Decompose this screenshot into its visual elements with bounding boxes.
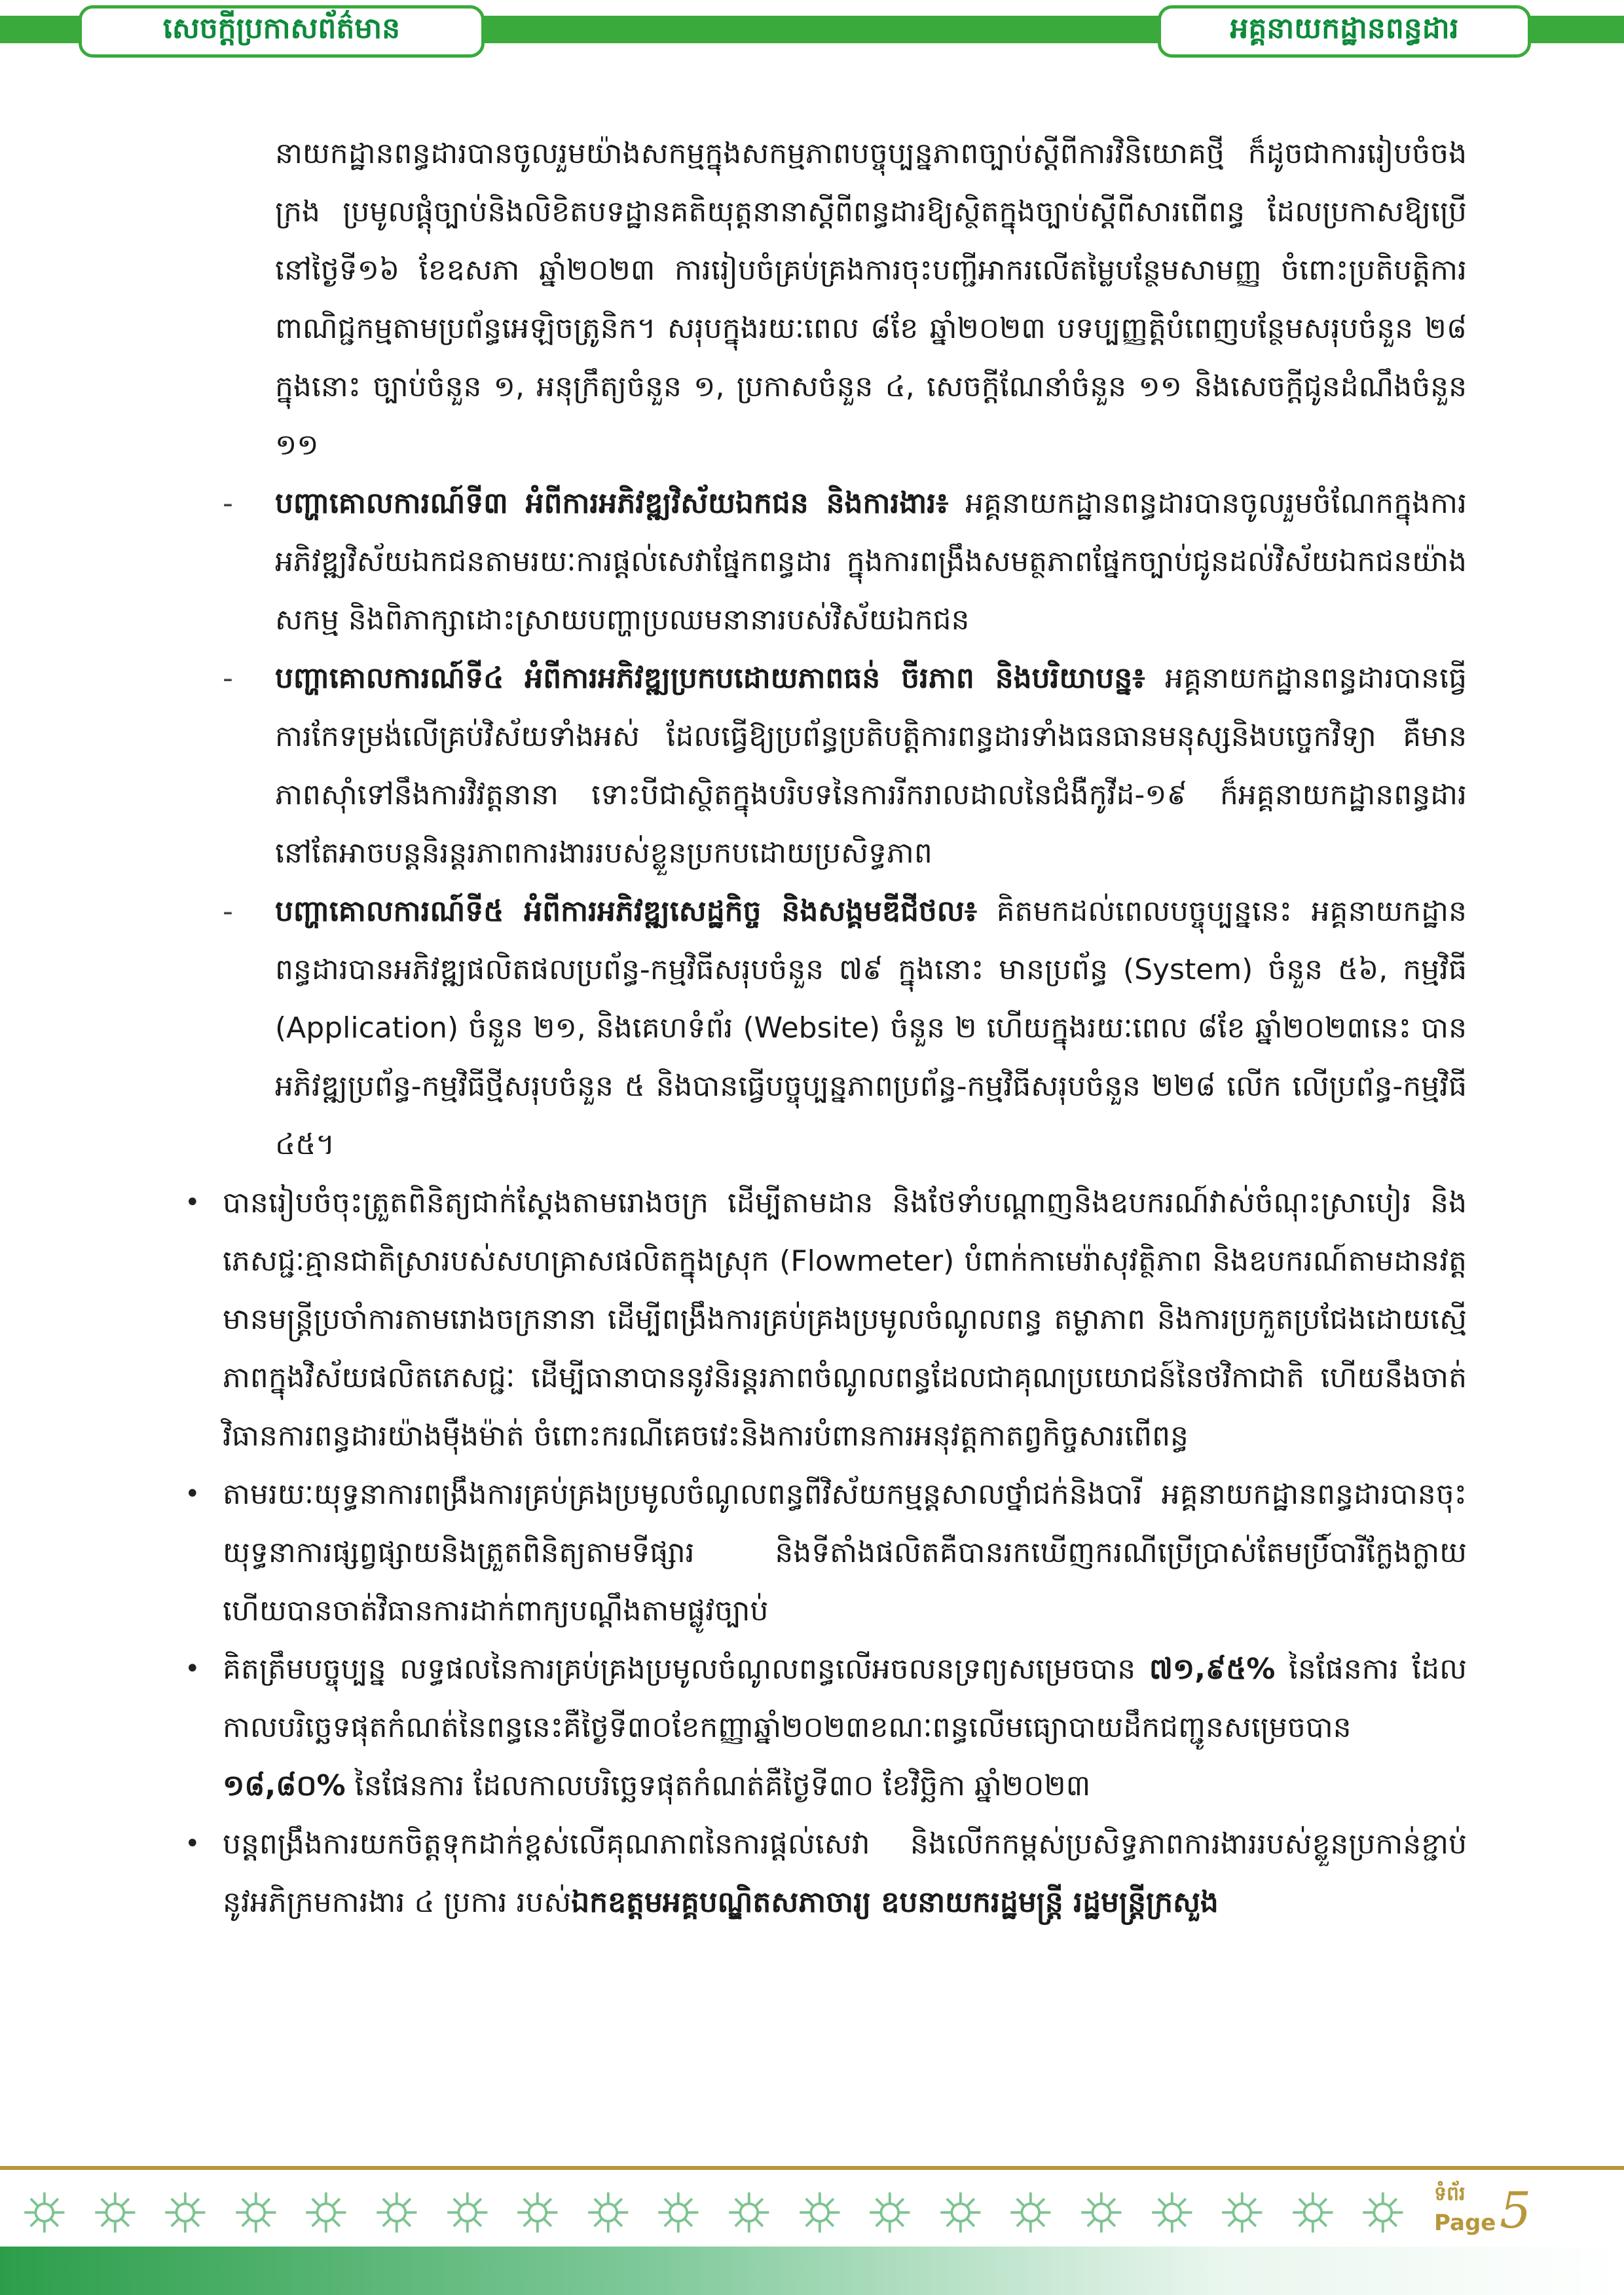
- document-body: [185, 124, 1467, 1931]
- page-number: 5: [1500, 2181, 1532, 2239]
- bullet-item-tobacco: [185, 1465, 1467, 1640]
- footer-ornament-row: [13, 2186, 1414, 2239]
- ornament-icon: [1282, 2186, 1344, 2239]
- bullet-marker: •: [185, 1187, 200, 1218]
- ornament-icon: [929, 2186, 992, 2239]
- bullet-marker: •: [185, 1479, 200, 1509]
- bullet-marker: •: [185, 1829, 200, 1859]
- page-label: [1434, 2181, 1496, 2236]
- page-label-khmer: ទំព័រ: [1434, 2182, 1466, 2205]
- dash-item-heading: បញ្ហាគោលការណ៍ទី៣ អំពីការអភិវឌ្ឍវិស័យឯកជន និងការងារ៖: [275, 487, 949, 520]
- bullet-marker: •: [185, 1654, 200, 1684]
- ornament-icon: [365, 2186, 428, 2239]
- ornament-icon: [506, 2186, 569, 2239]
- ornament-icon: [436, 2186, 499, 2239]
- ornament-icon: [1352, 2186, 1414, 2239]
- page-header: [0, 0, 1624, 72]
- ornament-icon: [225, 2186, 287, 2239]
- dash-item-heading: បញ្ហាគោលការណ៍ទី៥ អំពីការអភិវឌ្ឍសេដ្ឋកិច្ច និងសង្គមឌីជីថល៖: [275, 895, 978, 928]
- vehicle-tax-percent: ១៨,៨០%: [223, 1769, 346, 1802]
- bullet-text: គិតត្រឹមបច្ចុប្បន្ន លទ្ធផលនៃការគ្រប់គ្រងប្រមូលចំណូលពន្ធលើអចលនទ្រព្យសម្រេចបាន: [223, 1652, 1149, 1686]
- ornament-icon: [577, 2186, 640, 2239]
- bullet-item-service-quality: [185, 1815, 1467, 1931]
- ornament-icon: [1141, 2186, 1204, 2239]
- dash-item-principle-3: [223, 474, 1467, 649]
- dash-item-text: អគ្គនាយកដ្ឋានពន្ធដារបានចូលរួមចំណែកក្នុងការអភិវឌ្ឍវិស័យឯកជនតាមរយៈការផ្តល់សេវាផ្នែកពន្ធដារ ក្នុងការពង្រឹងសមត្ថភាពផ្នែកច្បាប់ជូនដល់វិស័យឯកជនយ៉ាងសកម្ម និងពិភាក្សាដោះស្រាយបញ្ហាប្រឈមនានារបស់វិស័យឯកជន: [275, 487, 1467, 637]
- dash-item-text: អគ្គនាយកដ្ឋានពន្ធដារបានធ្វើការកែទម្រង់លើគ្រប់វិស័យទាំងអស់ ដែលធ្វើឱ្យប្រព័ន្ធប្រតិបត្តិការពន្ធដារទាំងធនធានមនុស្សនិងបច្ចេកវិទ្យា គឺមានភាពស៊ាំទៅនឹងការវិវត្តនានា ទោះបីជាស្ថិតក្នុងបរិបទនៃការរីករាលដាលនៃជំងឺកូវីដ-១៩ ក៏អគ្គនាយកដ្ឋានពន្ធដារនៅតែអាចបន្តនិរន្តរភាពការងាររបស់ខ្លួនប្រកបដោយប្រសិទ្ធភាព: [275, 662, 1467, 870]
- ornament-icon: [295, 2186, 358, 2239]
- ornament-icon: [788, 2186, 851, 2239]
- dash-item-heading: បញ្ហាគោលការណ៍ទី៤ អំពីការអភិវឌ្ឍប្រកបដោយភាពធន់ ចីរភាព និងបរិយាបន្ន៖: [275, 662, 1145, 695]
- page-label-english: Page: [1434, 2210, 1496, 2236]
- bullet-item-flowmeter: [185, 1174, 1467, 1465]
- dash-item-principle-5: [223, 882, 1467, 1174]
- dash-marker: -: [223, 895, 233, 928]
- bullet-text: នៃផែនការ ដែលកាលបរិច្ឆេទផុតកំណត់នៃពន្ធនេះគឺថ្ងៃទី៣០ខែកញ្ញាឆ្នាំ២០២៣ខណៈពន្ធលើមធ្យោបាយដឹកជញ្ជូនសម្រេចបាន: [223, 1652, 1467, 1744]
- property-tax-percent: ៧១,៩៥%: [1149, 1652, 1276, 1686]
- header-right-title: អគ្គនាយកដ្ឋានពន្ធដារ: [1158, 5, 1531, 58]
- bullet-item-property-tax: [185, 1640, 1467, 1815]
- footer-green-gradient: [0, 2247, 1624, 2295]
- dash-marker: -: [223, 662, 233, 695]
- bullet-bold-text: ឯកឧត្តមអគ្គបណ្ឌិតសភាចារ្យ ឧបនាយករដ្ឋមន្ត្រី រដ្ឋមន្ត្រីក្រសួង: [571, 1886, 1219, 1919]
- ornament-icon: [154, 2186, 217, 2239]
- ornament-icon: [1211, 2186, 1274, 2239]
- bullet-text: តាមរយៈយុទ្ធនាការពង្រឹងការគ្រប់គ្រងប្រមូលចំណូលពន្ធពីវិស័យកម្មន្តសាលថ្នាំជក់និងបារី អគ្គនាយកដ្ឋានពន្ធដារបានចុះយុទ្ធនាការផ្សព្វផ្សាយនិងត្រួតពិនិត្យតាមទីផ្សារ និងទីតាំងផលិតគឺបានរកឃើញករណីប្រើប្រាស់តែមប្រិ៍បារីក្លែងក្លាយ ហើយបានចាត់វិធានការដាក់ពាក្យបណ្តឹងតាមផ្លូវច្បាប់: [223, 1478, 1467, 1628]
- bullet-text: បានរៀបចំចុះត្រួតពិនិត្យជាក់ស្តែងតាមរោងចក្រ ដើម្បីតាមដាន និងថែទាំបណ្តាញនិងឧបករណ៍វាស់ចំណុះស្រាបៀរ និងភេសជ្ជៈគ្មានជាតិស្រារបស់សហគ្រាសផលិតក្នុងស្រុក (Flowmeter) បំពាក់កាមេរ៉ាសុវត្ថិភាព និងឧបករណ៍តាមដានវត្តមានមន្ត្រីប្រចាំការតាមរោងចក្រនានា ដើម្បីពង្រឹងការគ្រប់គ្រងប្រមូលចំណូលពន្ធ តម្លាភាព និងការប្រកួតប្រជែងដោយស្មើភាពក្នុងវិស័យផលិតភេសជ្ជៈ ដើម្បីធានាបាននូវនិរន្តរភាពចំណូលពន្ធដែលជាគុណប្រយោជន៍នៃថវិកាជាតិ ហើយនឹងចាត់វិធានការពន្ធដារយ៉ាងម៉ឺងម៉ាត់ ចំពោះករណីគេចវេះនិងការបំពានការអនុវត្តកាតព្វកិច្ចសារពើពន្ធ: [223, 1186, 1467, 1453]
- ornament-icon: [13, 2186, 76, 2239]
- dash-item-principle-4: [223, 649, 1467, 882]
- ornament-icon: [858, 2186, 921, 2239]
- bullet-text: បន្តពង្រឹងការយកចិត្តទុកដាក់ខ្ពស់លើគុណភាពនៃការផ្តល់សេវា និងលើកកម្ពស់ប្រសិទ្ធភាពការងាររបស់ខ្លួនប្រកាន់ខ្ជាប់នូវអភិក្រមការងារ ៤ ប្រការ របស់: [223, 1827, 1467, 1919]
- ornament-icon: [1070, 2186, 1133, 2239]
- dash-item-text: គិតមកដល់ពេលបច្ចុប្បន្ននេះ អគ្គនាយកដ្ឋានពន្ធដារបានអភិវឌ្ឍផលិតផលប្រព័ន្ធ-កម្មវិធីសរុបចំនួន ៧៩ ក្នុងនោះ មានប្រព័ន្ធ (System) ចំនួន ៥៦, កម្មវិធី (Application) ចំនួន ២១, និងគេហទំព័រ (Website) ចំនួន ២ ហើយក្នុងរយៈពេល ៨ខែ ឆ្នាំ២០២៣នេះ បានអភិវឌ្ឍប្រព័ន្ធ-កម្មវិធីថ្មីសរុបចំនួន ៥ និងបានធ្វើបច្ចុប្បន្នភាពប្រព័ន្ធ-កម្មវិធីសរុបចំនួន ២២៨ លើក លើប្រព័ន្ធ-កម្មវិធី ៤៥។: [275, 895, 1467, 1161]
- ornament-icon: [647, 2186, 710, 2239]
- bullet-text: នៃផែនការ ដែលកាលបរិច្ឆេទផុតកំណត់គឺថ្ងៃទី៣០ ខែវិច្ឆិកា ឆ្នាំ២០២៣: [345, 1769, 1091, 1802]
- dash-marker: -: [223, 487, 233, 520]
- ornament-icon: [718, 2186, 781, 2239]
- ornament-icon: [999, 2186, 1062, 2239]
- footer-gold-rule: [0, 2166, 1624, 2170]
- ornament-icon: [84, 2186, 147, 2239]
- intro-paragraph: នាយកដ្ឋានពន្ធដារបានចូលរួមយ៉ាងសកម្មក្នុងសកម្មភាពបច្ចុប្បន្នភាពច្បាប់ស្តីពីការវិនិយោគថ្មី ក៏ដូចជាការរៀបចំចងក្រង ប្រមូលផ្តុំច្បាប់និងលិខិតបទដ្ឋានគតិយុត្តនានាស្តីពីពន្ធដារឱ្យស្ថិតក្នុងច្បាប់ស្តីពីសារពើពន្ធ ដែលប្រកាសឱ្យប្រើនៅថ្ងៃទី១៦ ខែឧសភា ឆ្នាំ២០២៣ ការរៀបចំគ្រប់គ្រងការចុះបញ្ជីអាករលើតម្លៃបន្ថែមសាមញ្ញ ចំពោះប្រតិបត្តិការពាណិជ្ជកម្មតាមប្រព័ន្ធអេឡិចត្រូនិក។ សរុបក្នុងរយៈពេល ៨ខែ ឆ្នាំ២០២៣ បទប្បញ្ញត្តិបំពេញបន្ថែមសរុបចំនួន ២៨ ក្នុងនោះ ច្បាប់ចំនួន ១, អនុក្រឹត្យចំនួន ១, ប្រកាសចំនួន ៤, សេចក្តីណែនាំចំនួន ១១ និងសេចក្តីជូនដំណឹងចំនួន ១១: [275, 137, 1467, 462]
- header-left-title: សេចក្តីប្រកាសព័ត៌មាន: [79, 5, 485, 58]
